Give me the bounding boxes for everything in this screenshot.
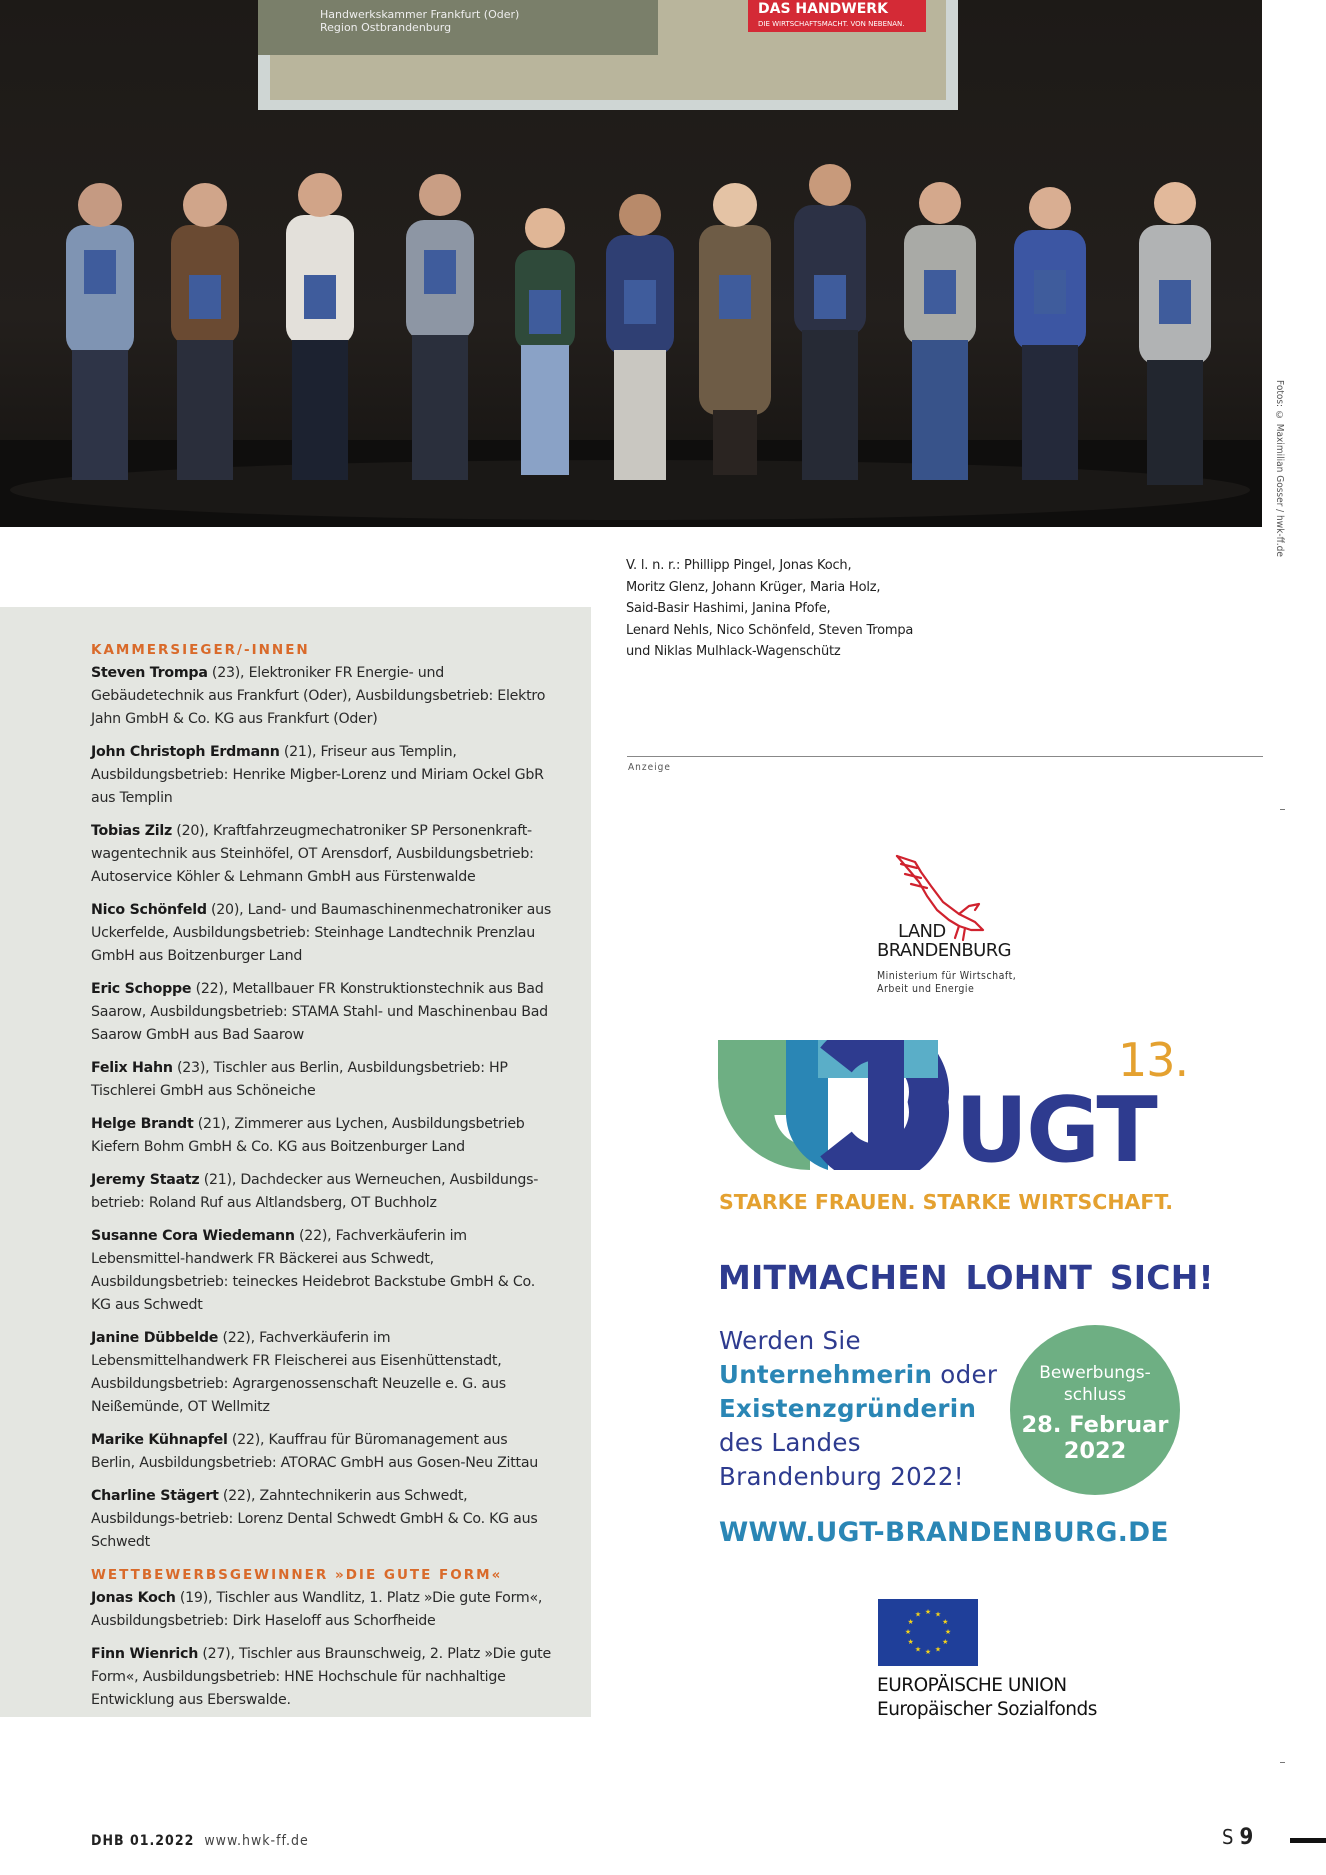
winner-name: Eric Schoppe bbox=[91, 981, 192, 997]
winner-entry bbox=[91, 820, 551, 889]
winner-name: Janine Dübbelde bbox=[91, 1330, 219, 1346]
svg-text:★: ★ bbox=[914, 1610, 922, 1619]
svg-text:★: ★ bbox=[934, 1645, 942, 1654]
svg-text:★: ★ bbox=[904, 1628, 912, 1636]
winner-details: (22), Fachverkäuferin im Lebensmittel-handwerk FR Bäckerei aus Schwedt, Ausbildungsbetrieb: teineckes Heidebrot Backstube GmbH & Co. KG aus Schwedt bbox=[91, 1228, 535, 1313]
winner-details: (22), Kauffrau für Büromanagement aus Berlin, Ausbildungsbetrieb: ATORAC GmbH aus Gosen-Neu Zittau bbox=[91, 1432, 539, 1471]
winner-entry bbox=[91, 741, 551, 810]
footer-bar bbox=[1290, 1838, 1326, 1843]
svg-text:★: ★ bbox=[907, 1638, 914, 1646]
screen-banner-sub: DIE WIRTSCHAFTSMACHT. VON NEBENAN. bbox=[758, 20, 905, 28]
land-brandenburg-text bbox=[877, 922, 1011, 960]
winner-details: (20), Land- und Baumaschinenmechatroniker aus Uckerfelde, Ausbildungsbetrieb: Steinhage Landtechnik Prenzlau GmbH aus Boitzenburger Land bbox=[91, 902, 551, 964]
screen-banner: DAS HANDWERK bbox=[758, 1, 888, 17]
winner-entry bbox=[91, 1057, 551, 1103]
ugt-wordmark: UGT bbox=[955, 1078, 1156, 1183]
ministry-line-2: Arbeit und Energie bbox=[877, 983, 975, 995]
winner-name: Finn Wienrich bbox=[91, 1646, 199, 1662]
caption-line: Moritz Glenz, Johann Krüger, Maria Holz, bbox=[626, 579, 881, 595]
winner-entry bbox=[91, 1169, 551, 1215]
screen-text-2: Region Ostbrandenburg bbox=[320, 21, 452, 34]
winner-details: (19), Tischler aus Wandlitz, 1. Platz »Die gute Form«, Ausbildungsbetrieb: Dirk Haseloff aus Schorfheide bbox=[91, 1590, 543, 1629]
winner-name: Helge Brandt bbox=[91, 1116, 194, 1132]
footer-website[interactable]: www.hwk-ff.de bbox=[204, 1833, 309, 1849]
winner-entry bbox=[91, 662, 551, 731]
people-silhouettes bbox=[66, 164, 1211, 485]
ad-body-fragment: oder bbox=[932, 1360, 998, 1389]
heading-chamber-winners: KAMMERSIEGER/-INNEN bbox=[91, 642, 310, 658]
caption-line: Lenard Nehls, Nico Schönfeld, Steven Trompa bbox=[626, 622, 914, 638]
screen-text-1: Handwerkskammer Frankfurt (Oder) bbox=[320, 8, 520, 21]
ad-highlight: Unternehmerin bbox=[719, 1360, 933, 1389]
ad-label: Anzeige bbox=[628, 762, 671, 773]
winner-name: Jonas Koch bbox=[91, 1590, 176, 1606]
eu-line-2: Europäischer Sozialfonds bbox=[877, 1699, 1097, 1720]
winner-details: (22), Zahntechnikerin aus Schwedt, Ausbildungs-betrieb: Lorenz Dental Schwedt GmbH & Co. KG aus Schwedt bbox=[91, 1488, 538, 1550]
ad-body-line: Werden Sie bbox=[719, 1326, 861, 1355]
page-number: 9 bbox=[1239, 1825, 1254, 1850]
brandenburg-line: BRANDENBURG bbox=[877, 940, 1011, 961]
winner-entry bbox=[91, 1429, 551, 1475]
deadline-date-1: 28. Februar bbox=[1021, 1412, 1169, 1438]
winner-name: Steven Trompa bbox=[91, 665, 208, 681]
winner-details: (22), Metallbauer FR Konstruktionstechnik aus Bad Saarow, Ausbildungsbetrieb: STAMA Stahl- und Maschinenbau Bad Saarow GmbH aus Bad Saarow bbox=[91, 981, 548, 1043]
photo-credit: Fotos: © Maximilian Gosser / hwk-ff.de bbox=[1274, 380, 1285, 557]
winner-details: (21), Dachdecker aus Werneuchen, Ausbildungs-betrieb: Roland Ruf aus Altlandsberg, OT Buchholz bbox=[91, 1172, 539, 1211]
winner-entry bbox=[91, 1113, 551, 1159]
ad-body-line bbox=[719, 1358, 1019, 1392]
ad-body-line: des Landes bbox=[719, 1428, 861, 1457]
svg-text:★: ★ bbox=[942, 1638, 949, 1646]
svg-text:★: ★ bbox=[914, 1645, 922, 1654]
winner-details: (21), Friseur aus Templin, Ausbildungsbetrieb: Henrike Migber-Lorenz und Miriam Ockel GbR aus Templin bbox=[91, 744, 544, 806]
svg-text:★: ★ bbox=[924, 1608, 932, 1616]
winner-name: Jeremy Staatz bbox=[91, 1172, 200, 1188]
caption-line: V. l. n. r.: Phillipp Pingel, Jonas Koch, bbox=[626, 558, 852, 573]
winner-name: Susanne Cora Wiedemann bbox=[91, 1228, 295, 1244]
winner-name: Nico Schönfeld bbox=[91, 902, 207, 918]
winner-details: (22), Fachverkäuferin im Lebensmittelhandwerk FR Fleischerei aus Eisenhüttenstadt, Ausbildungsbetrieb: Agrargenossenschaft Neuzelle e. G. aus Neißemünde, OT Wellmitz bbox=[91, 1330, 506, 1415]
ministry-line-1: Ministerium für Wirtschaft, bbox=[877, 970, 1017, 982]
caption-line: und Niklas Mulhlack-Wagenschütz bbox=[626, 644, 841, 659]
winner-name: John Christoph Erdmann bbox=[91, 744, 280, 760]
winner-entry bbox=[91, 1327, 551, 1419]
svg-text:★: ★ bbox=[942, 1618, 949, 1626]
svg-text:★: ★ bbox=[934, 1610, 942, 1619]
contest-entry bbox=[91, 1643, 551, 1712]
eu-line-1: EUROPÄISCHE UNION bbox=[877, 1675, 1067, 1696]
eu-flag-icon bbox=[878, 1599, 978, 1666]
page-prefix: S bbox=[1222, 1825, 1234, 1849]
magazine-issue: DHB 01.2022 bbox=[91, 1833, 195, 1849]
winner-details: (27), Tischler aus Braunschweig, 2. Platz »Die gute Form«, Ausbildungsbetrieb: HNE Hochschule für nachhaltige Entwicklung aus Eberswalde. bbox=[91, 1646, 551, 1708]
winners-list bbox=[91, 639, 551, 1722]
ad-body-text bbox=[719, 1324, 1019, 1494]
ad-divider bbox=[627, 756, 1263, 757]
group-photo bbox=[0, 0, 1262, 527]
svg-text:★: ★ bbox=[944, 1628, 952, 1636]
deadline-date bbox=[1010, 1412, 1180, 1464]
footer-left bbox=[91, 1833, 309, 1849]
deadline-label-1: Bewerbungs- bbox=[1039, 1363, 1151, 1383]
winner-name: Charline Stägert bbox=[91, 1488, 219, 1504]
ad-highlight: Existenzgründerin bbox=[719, 1394, 977, 1423]
deadline-badge bbox=[1010, 1325, 1180, 1495]
svg-text:★: ★ bbox=[924, 1648, 932, 1656]
eu-text bbox=[877, 1674, 1097, 1722]
winner-details: (23), Elektroniker FR Energie- und Gebäudetechnik aus Frankfurt (Oder), Ausbildungsbetrieb: Elektro Jahn GmbH & Co. KG aus Frankfurt (Oder) bbox=[91, 665, 546, 727]
page-number-block bbox=[1222, 1825, 1253, 1850]
svg-text:★: ★ bbox=[907, 1618, 914, 1626]
winner-entry bbox=[91, 1485, 551, 1554]
margin-tick bbox=[1280, 1762, 1285, 1763]
margin-tick bbox=[1280, 809, 1285, 810]
winner-details: (20), Kraftfahrzeugmechatroniker SP Personenkraft-wagentechnik aus Steinhöfel, OT Arensdorf, Ausbildungsbetrieb: Autoservice Köhler & Lehmann GmbH aus Fürstenwalde bbox=[91, 823, 534, 885]
deadline-date-2: 2022 bbox=[1063, 1438, 1127, 1464]
caption-line: Said-Basir Hashimi, Janina Pfofe, bbox=[626, 601, 831, 616]
ad-headline: MITMACHEN LOHNT SICH! bbox=[718, 1258, 1214, 1297]
deadline-label-2: schluss bbox=[1063, 1385, 1127, 1405]
winner-name: Felix Hahn bbox=[91, 1060, 173, 1076]
ad-website-link[interactable]: WWW.UGT-BRANDENBURG.DE bbox=[719, 1517, 1169, 1548]
winner-name: Tobias Zilz bbox=[91, 823, 173, 839]
winner-entry bbox=[91, 978, 551, 1047]
winner-name: Marike Kühnapfel bbox=[91, 1432, 228, 1448]
contest-entry bbox=[91, 1587, 551, 1633]
winner-entry bbox=[91, 1225, 551, 1317]
deadline-label bbox=[1010, 1362, 1180, 1406]
ministry-text bbox=[877, 970, 1016, 996]
ugt-slogan: STARKE FRAUEN. STARKE WIRTSCHAFT. bbox=[719, 1190, 1174, 1214]
photo-illustration bbox=[0, 0, 1262, 527]
heading-contest-winners: WETTBEWERBSGEWINNER »DIE GUTE FORM« bbox=[91, 1567, 503, 1583]
land-line: LAND bbox=[898, 921, 946, 942]
ad-body-line: Brandenburg 2022! bbox=[719, 1462, 964, 1491]
photo-caption bbox=[626, 555, 916, 663]
winner-details: (21), Zimmerer aus Lychen, Ausbildungsbetrieb Kiefern Bohm GmbH & Co. KG aus Boitzenburger Land bbox=[91, 1116, 525, 1155]
winners-panel bbox=[0, 607, 591, 1717]
winner-details: (23), Tischler aus Berlin, Ausbildungsbetrieb: HP Tischlerei GmbH aus Schöneiche bbox=[91, 1060, 508, 1099]
winner-entry bbox=[91, 899, 551, 968]
ugt-edition-number: 13. bbox=[1118, 1033, 1189, 1087]
